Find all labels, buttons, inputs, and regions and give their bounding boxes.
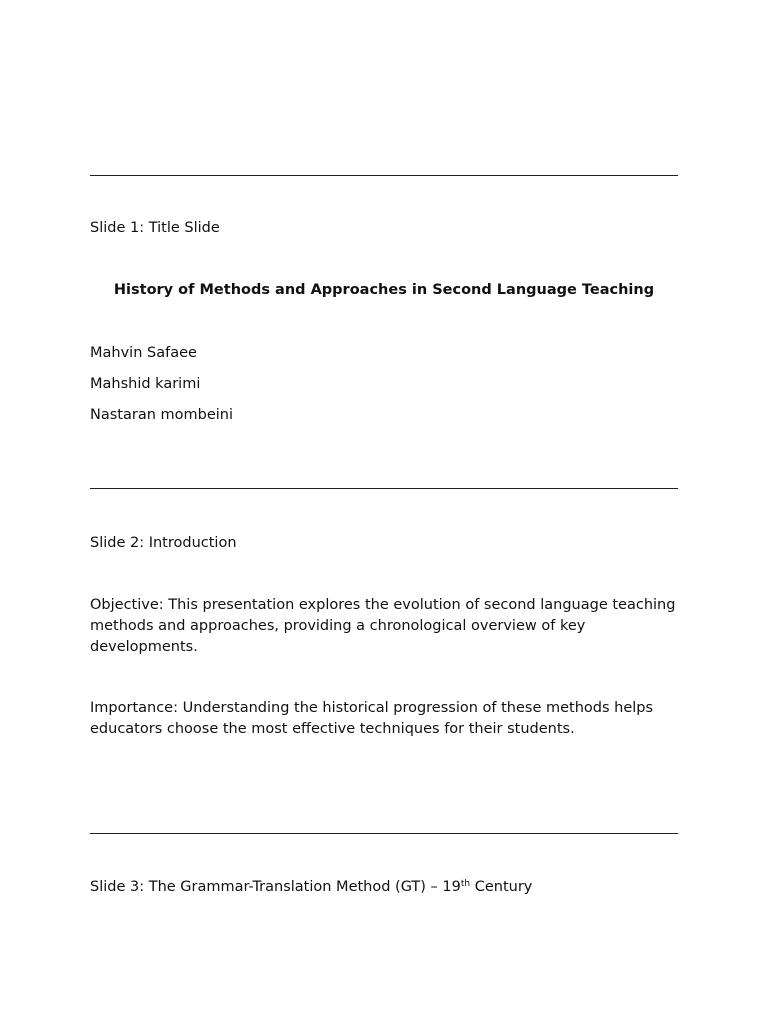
author-2: Mahshid karimi [90,376,201,392]
importance-paragraph: Importance: Understanding the historical progression of these methods helps educators choose the most effective techniques for their students. [90,700,654,737]
objective-paragraph: Objective: This presentation explores the evolution of second language teaching methods and approaches, providing a chronological overview of key developments. [90,597,676,655]
section-divider [90,488,678,489]
ordinal-superscript: th [460,879,471,889]
slide-3-heading-suffix: Century [470,879,533,895]
slide-3-heading-text: Slide 3: The Grammar-Translation Method (GT) – 19 [90,879,461,895]
section-divider [90,833,678,834]
author-1: Mahvin Safaee [90,345,197,361]
presentation-title: History of Methods and Approaches in Second Language Teaching [113,282,655,298]
author-3: Nastaran mombeini [90,407,233,423]
section-divider [90,175,678,176]
slide-1-heading: Slide 1: Title Slide [90,220,220,236]
slide-3-heading [90,877,680,898]
slide-2-heading: Slide 2: Introduction [90,535,237,551]
